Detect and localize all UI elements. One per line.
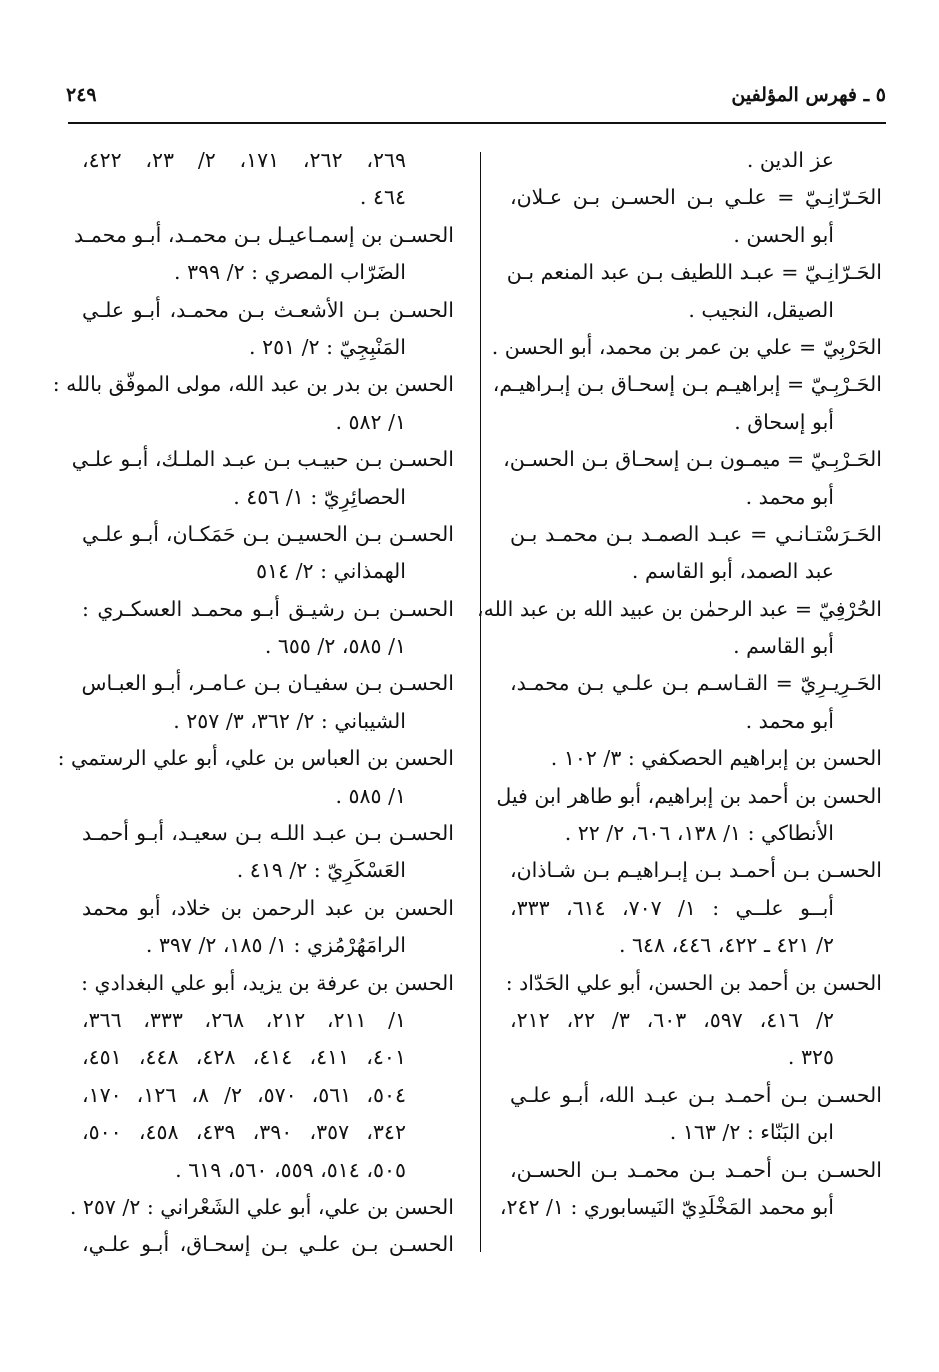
index-line: ٣٤٢، ٣٥٧، ٣٩٠، ٤٣٩، ٤٥٨، ٥٠٠، [82, 1120, 406, 1145]
page-header [66, 78, 886, 118]
index-line: ٢/ ٤١٦، ٥٩٧، ٦٠٣، ٣/ ٢٢، ٢١٢، [510, 1007, 834, 1032]
index-line: الحسـن بـن أحمـد بـن إبـراهيـم بـن شـاذان، [510, 858, 882, 883]
index-line: الحَـرْبِـيّ = إبراهيـم بـن إسحـاق بـن إبـراهيـم، [492, 372, 882, 397]
index-line: الحسـن بـن رشيـق أبـو محمـد العسكـري : [82, 596, 454, 621]
index-line: أبو محمد . [745, 484, 834, 509]
index-line: الحسن بن عبد الرحمن بن خلاد، أبو محمد [82, 895, 454, 920]
index-line: الحسـن بـن سفيـان بـن عـامـر، أبـو العبـاس [81, 671, 454, 696]
index-line: الحسـن بـن أحمـد بـن محمـد بـن الحسـن، [510, 1157, 882, 1182]
index-line: الحسن بن علي، أبو علي الشَعْراني : ٢/ ٢٥٧ . [69, 1194, 454, 1219]
index-line: الحسن بن العباس بن علي، أبو علي الرستمي : [57, 746, 454, 771]
index-line: الهمذاني : ٢/ ٥١٤ [256, 559, 406, 584]
index-line: العَسْكَرِيّ : ٢/ ٤١٩ . [236, 858, 406, 883]
index-line: ٤٦٤ . [359, 185, 406, 210]
index-line: الحسن بن بدر بن عبد الله، مولى الموفّق بالله : [52, 372, 454, 397]
index-line: الحسـن بـن حبيـب بـن عبـد الملـك، أبـو علـي [71, 447, 454, 472]
index-line: الحسـن بن إسمـاعيـل بـن محمـد، أبـو محمـد [73, 222, 454, 247]
index-line: الحسـن بـن الأشعـث بـن محمـد، أبـو علـي [82, 297, 454, 322]
index-line: الضَرّاب المصري : ٢/ ٣٩٩ . [174, 260, 406, 285]
index-line: الحَـرّانِـيّ = علـي بـن الحسـن بـن عـلان، [510, 185, 882, 210]
index-line: ٢/ ٤٢١ ـ ٤٢٢، ٤٤٦، ٦٤٨ . [618, 933, 834, 958]
index-line: ١/ ٥٨٥، ٢/ ٦٥٥ . [264, 634, 406, 659]
index-line: الحُرْفِيّ = عبد الرحمٰن بن عبيد الله بن عبد الله، [477, 596, 882, 621]
index-line: الحسـن بـن الحسيـن بـن حَمَكـان، أبـو علـي [82, 521, 454, 546]
page-number: ٢٤٩ [66, 84, 97, 106]
index-line: الحَـرَسْتـانـي = عبـد الصمـد بـن محمـد بـن [510, 521, 882, 546]
left-column [52, 142, 454, 1264]
running-title: ٥ ـ فهرس المؤلفين [731, 84, 886, 106]
index-line: أبو محمد المَخْلَدِيّ النَيسابوري : ١/ ٢٤٢، [499, 1194, 834, 1219]
index-line: ٣٢٥ . [787, 1045, 834, 1070]
index-line: ١/ ٢١١، ٢١٢، ٢٦٨، ٣٣٣، ٣٦٦، [82, 1007, 407, 1032]
right-column [477, 142, 882, 1226]
index-line: ابن البَنّاء : ٢/ ١٦٣ . [669, 1120, 834, 1145]
index-line: الحَرْبِيّ = علي بن عمر بن محمد، أبو الحسن . [491, 334, 882, 359]
index-line: الحسن بن أحمد بن الحسن، أبو علي الحَدّاد : [505, 970, 882, 995]
index-line: عز الدين . [746, 148, 834, 172]
index-line: أبو محمد . [745, 708, 834, 733]
column-divider [480, 152, 481, 1252]
index-line: الرامَهُرْمُزي : ١/ ١٨٥، ٢/ ٣٩٧ . [145, 933, 406, 958]
index-line: الحسن بن إبراهيم الحصكفي : ٣/ ١٠٢ . [550, 746, 882, 771]
index-line: الحَـرِيـرِيّ = القـاسـم بـن علـي بـن محمـد، [510, 671, 882, 696]
index-line: الحسن بن أحمد بن إبراهيم، أبو طاهر ابن فيل [496, 783, 882, 808]
index-line: ١/ ٥٨٢ . [335, 409, 406, 434]
index-line: أبو الحسن . [733, 222, 834, 247]
index-line: ١/ ٥٨٥ . [335, 783, 406, 808]
index-line: الحَـرْبِـيّ = ميمـون بـن إسحـاق بـن الحسـن، [503, 447, 882, 472]
index-line: أبو القاسم . [733, 634, 834, 659]
index-line: الصيقل، النجيب . [688, 297, 834, 322]
index-line: الشيباني : ٢/ ٣٦٢، ٣/ ٢٥٧ . [173, 708, 406, 733]
index-line: الحسـن بـن عبـد اللـه بـن سعيـد، أبـو أحمـد [82, 821, 454, 846]
index-line: أبو إسحاق . [734, 409, 834, 434]
index-line: المَنْبِجِيّ : ٢/ ٢٥١ . [249, 334, 406, 359]
index-line: ٤٠١، ٤١١، ٤١٤، ٤٢٨، ٤٤٨، ٤٥١، [82, 1045, 406, 1070]
index-line: ٥٠٤، ٥٦١، ٥٧٠، ٢/ ٨، ١٢٦، ١٧٠، [82, 1082, 407, 1107]
index-line: الحسـن بـن علـي بـن إسحـاق، أبـو علـي، [82, 1232, 454, 1257]
index-line: أبــو علــي : ١/ ٧٠٧، ٦١٤، ٣٣٣، [510, 895, 834, 920]
index-line: الحَـرّانِـيّ = عبـد اللطيف بـن عبد المنعم بـن [506, 260, 882, 285]
index-line: الحسن بن عرفة بن يزيد، أبو علي البغدادي : [81, 970, 454, 995]
index-line: ٥٠٥، ٥١٤، ٥٥٩، ٥٦٠، ٦١٩ . [175, 1157, 406, 1182]
index-line: عبد الصمد، أبو القاسم . [631, 559, 834, 584]
header-rule [68, 122, 886, 124]
index-line: الحسـن بـن أحمـد بـن عبـد الله، أبـو علـي [510, 1082, 882, 1107]
index-line: الحصائِرِيّ : ١/ ٤٥٦ . [233, 484, 406, 509]
index-line: ٢٦٩، ٢٦٢، ١٧١، ٢/ ٢٣، ٤٢٢، [82, 148, 407, 172]
index-line: الأنطاكي : ١/ ١٣٨، ٦٠٦، ٢/ ٢٢ . [564, 821, 834, 846]
